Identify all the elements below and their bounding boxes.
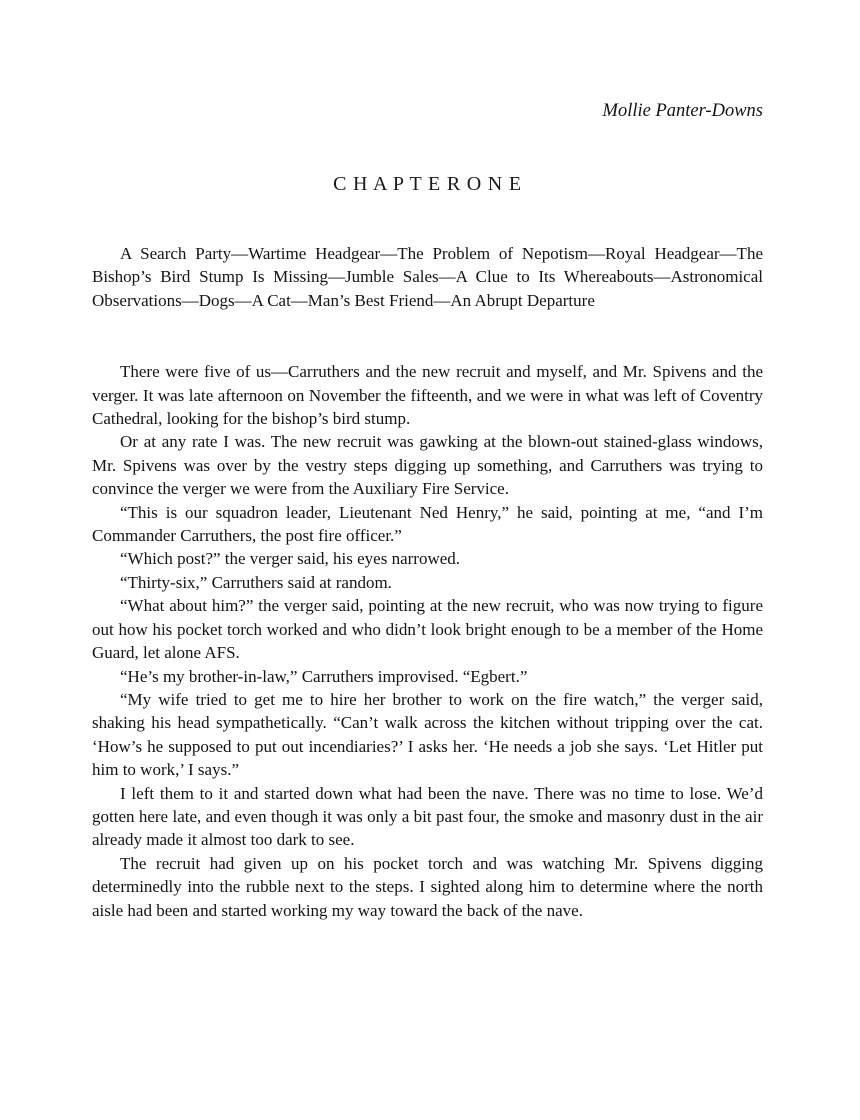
chapter-synopsis: A Search Party—Wartime Headgear—The Problem of Nepotism—Royal Headgear—The Bishop’s Bird Stump Is Missing—Jumble Sales—A Clue to Its Whereabouts—Astronomical Observations—Dogs—A Cat—Man’s Best Friend—An Abrupt Departure (92, 244, 763, 310)
paragraph: The recruit had given up on his pocket torch and was watching Mr. Spivens digging determinedly into the rubble next to the steps. I sighted along him to determine where the north aisle had been and started working my way toward the back of the nave. (92, 853, 763, 920)
paragraph: “He’s my brother-in-law,” Carruthers improvised. “Egbert.” (120, 666, 528, 686)
chapter-heading: C H A P T E R O N E (333, 173, 522, 195)
paragraph: “Thirty-six,” Carruthers said at random. (120, 572, 392, 592)
paragraph: Or at any rate I was. The new recruit was gawking at the blown-out stained-glass windows, Mr. Spivens was over by the vestry steps digging up something, and Carruthers was trying to convince the verger we were from the Auxiliary Fire Service. (92, 432, 763, 499)
body-text (92, 360, 763, 922)
paragraph: There were five of us—Carruthers and the new recruit and myself, and Mr. Spivens and the verger. It was late afternoon on November the fifteenth, and we were in what was left of Coventry Cathedral, looking for the bishop’s bird stump. (92, 362, 763, 429)
paragraph: “What about him?” the verger said, pointing at the new recruit, who was now trying to figure out how his pocket torch worked and who didn’t look bright enough to be a member of the Home Guard, let alone AFS. (92, 596, 763, 663)
paragraph: “Which post?” the verger said, his eyes narrowed. (120, 549, 461, 569)
paragraph: “My wife tried to get me to hire her brother to work on the fire watch,” the verger said, shaking his head sympathetically. “Can’t walk across the kitchen without tripping over the cat. ‘How’s he supposed to put out incendiaries?’ I asks her. ‘He needs a job she says. ‘Let Hitler put him to work,’ I says.” (92, 689, 763, 780)
epigraph-attribution: Mollie Panter-Downs (602, 101, 763, 121)
text-column (92, 0, 763, 922)
paragraph: “This is our squadron leader, Lieutenant Ned Henry,” he said, pointing at me, “and I’m Commander Carruthers, the post fire officer.” (92, 502, 763, 546)
paragraph: I left them to it and started down what had been the nave. There was no time to lose. We’d gotten here late, and even though it was only a bit past four, the smoke and masonry dust in the air already made it almost too dark to see. (92, 783, 763, 850)
